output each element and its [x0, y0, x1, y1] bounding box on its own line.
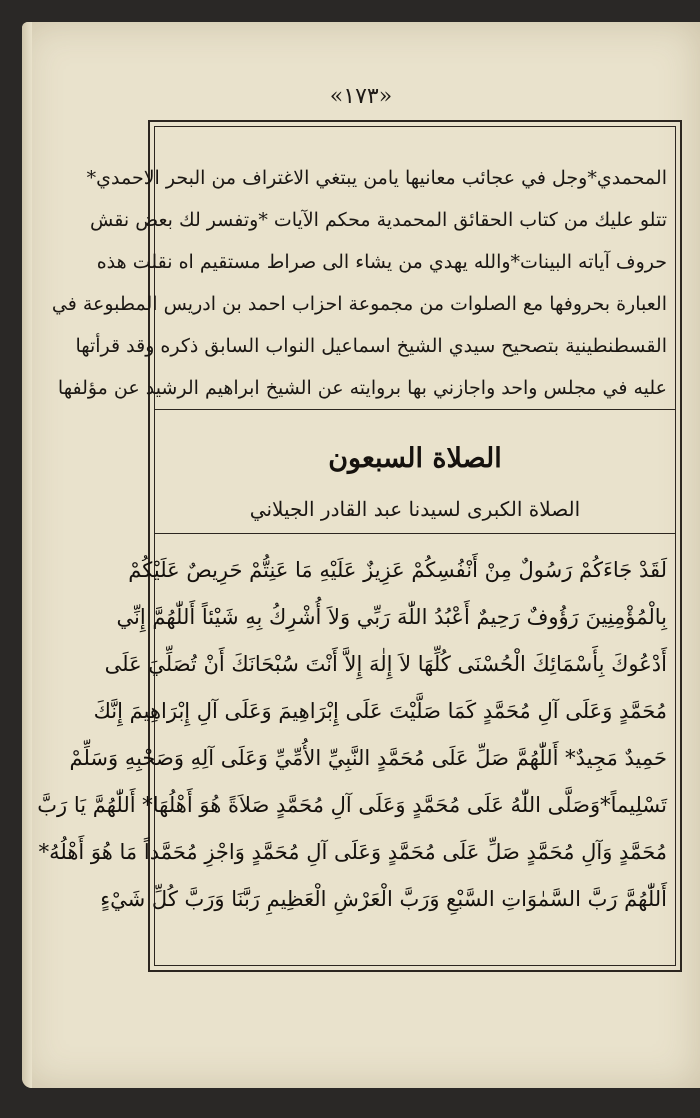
intro-line: المحمدي*وجل في عجائب معانيها يامن يبتغي الاغتراف من البحر الاحمدي* — [86, 167, 667, 189]
text-frame — [37, 120, 682, 972]
prayer-line: لَقَدْ جَاءَكُمْ رَسُولٌ مِنْ أَنْفُسِكُمْ عَزِيزٌ عَلَيْهِ مَا عَنِتُّمْ حَرِيصٌ عَلَيْكُمْ — [128, 558, 667, 582]
intro-line: تتلو عليك من كتاب الحقائق المحمدية محكم الآيات *وتفسر لك بعض نقش — [90, 209, 667, 231]
intro-line: حروف آياته البينات*والله يهدي من يشاء الى صراط مستقيم اه نقلت هذه — [96, 251, 667, 273]
intro-paragraph — [51, 157, 667, 409]
section-divider-bottom — [155, 533, 675, 534]
intro-line: عليه في مجلس واحد واجازني بها بروايته عن الشيخ ابراهيم الرشيد عن مؤلفها — [57, 377, 667, 399]
prayer-line: تَسْلِيماً*وَصَلَّى اللّٰهُ عَلَى مُحَمَّدٍ وَعَلَى آلِ مُحَمَّدٍ صَلاَةً هُوَ أَهْلُهَا* أَللّٰهُمَّ يَا رَبَّ — [37, 793, 667, 817]
section-subtitle: الصلاة الكبرى لسيدنا عبد القادر الجيلاني — [249, 497, 581, 521]
intro-line: العبارة بحروفها مع الصلوات من مجموعة احزاب احمد بن ادريس المطبوعة في — [51, 293, 667, 315]
text-frame-inner-border — [37, 126, 676, 966]
section-divider-top — [155, 409, 675, 410]
prayer-line: أَللّٰهُمَّ رَبَّ السَّمٰوَاتِ السَّبْعِ وَرَبَّ الْعَرْشِ الْعَظِيمِ رَبَّنَا وَرَبَّ كُلِّ شَيْءٍ — [100, 887, 667, 911]
page-edge-shadow — [22, 22, 32, 1088]
book-page — [22, 22, 700, 1088]
section-title: الصلاة السبعون — [328, 443, 502, 474]
page-number: «١٧٣» — [329, 84, 393, 109]
prayer-line: حَمِيدٌ مَجِيدٌ* أَللّٰهُمَّ صَلِّ عَلَى مُحَمَّدٍ النَّبِيِّ الأُمِّيِّ وَعَلَى آلِهِ وَصَحْبِهِ وَسَلِّمْ — [69, 746, 667, 770]
prayer-line: مُحَمَّدٍ وَعَلَى آلِ مُحَمَّدٍ كَمَا صَلَّيْتَ عَلَى إِبْرَاهِيمَ وَعَلَى آلِ إِبْرَاهِيمَ إِنَّكَ — [93, 699, 667, 723]
prayer-line: بِالْمُؤْمِنِينَ رَؤُوفٌ رَحِيمٌ أَعْبُدُ اللّٰهَ رَبِّي وَلاَ أُشْرِكُ بِهِ شَيْئاً أَللّٰهُمَّ إِنِّي — [116, 605, 667, 629]
intro-line: القسطنطينية بتصحيح سيدي الشيخ اسماعيل النواب السابق ذكره وقد قرأتها — [75, 335, 667, 357]
prayer-line: أَدْعُوكَ بِأَسْمَائِكَ الْحُسْنَى كُلِّهَا لاَ إِلٰهَ إِلاَّ أَنْتَ سُبْحَانَكَ أَنْ تُصَلِّيَ عَلَى — [104, 652, 667, 676]
prayer-text — [37, 547, 667, 923]
prayer-line: مُحَمَّدٍ وَآلِ مُحَمَّدٍ صَلِّ عَلَى مُحَمَّدٍ وَعَلَى آلِ مُحَمَّدٍ وَاجْزِ مُحَمَّداً مَا هُوَ أَهْلُهُ* — [38, 840, 667, 864]
